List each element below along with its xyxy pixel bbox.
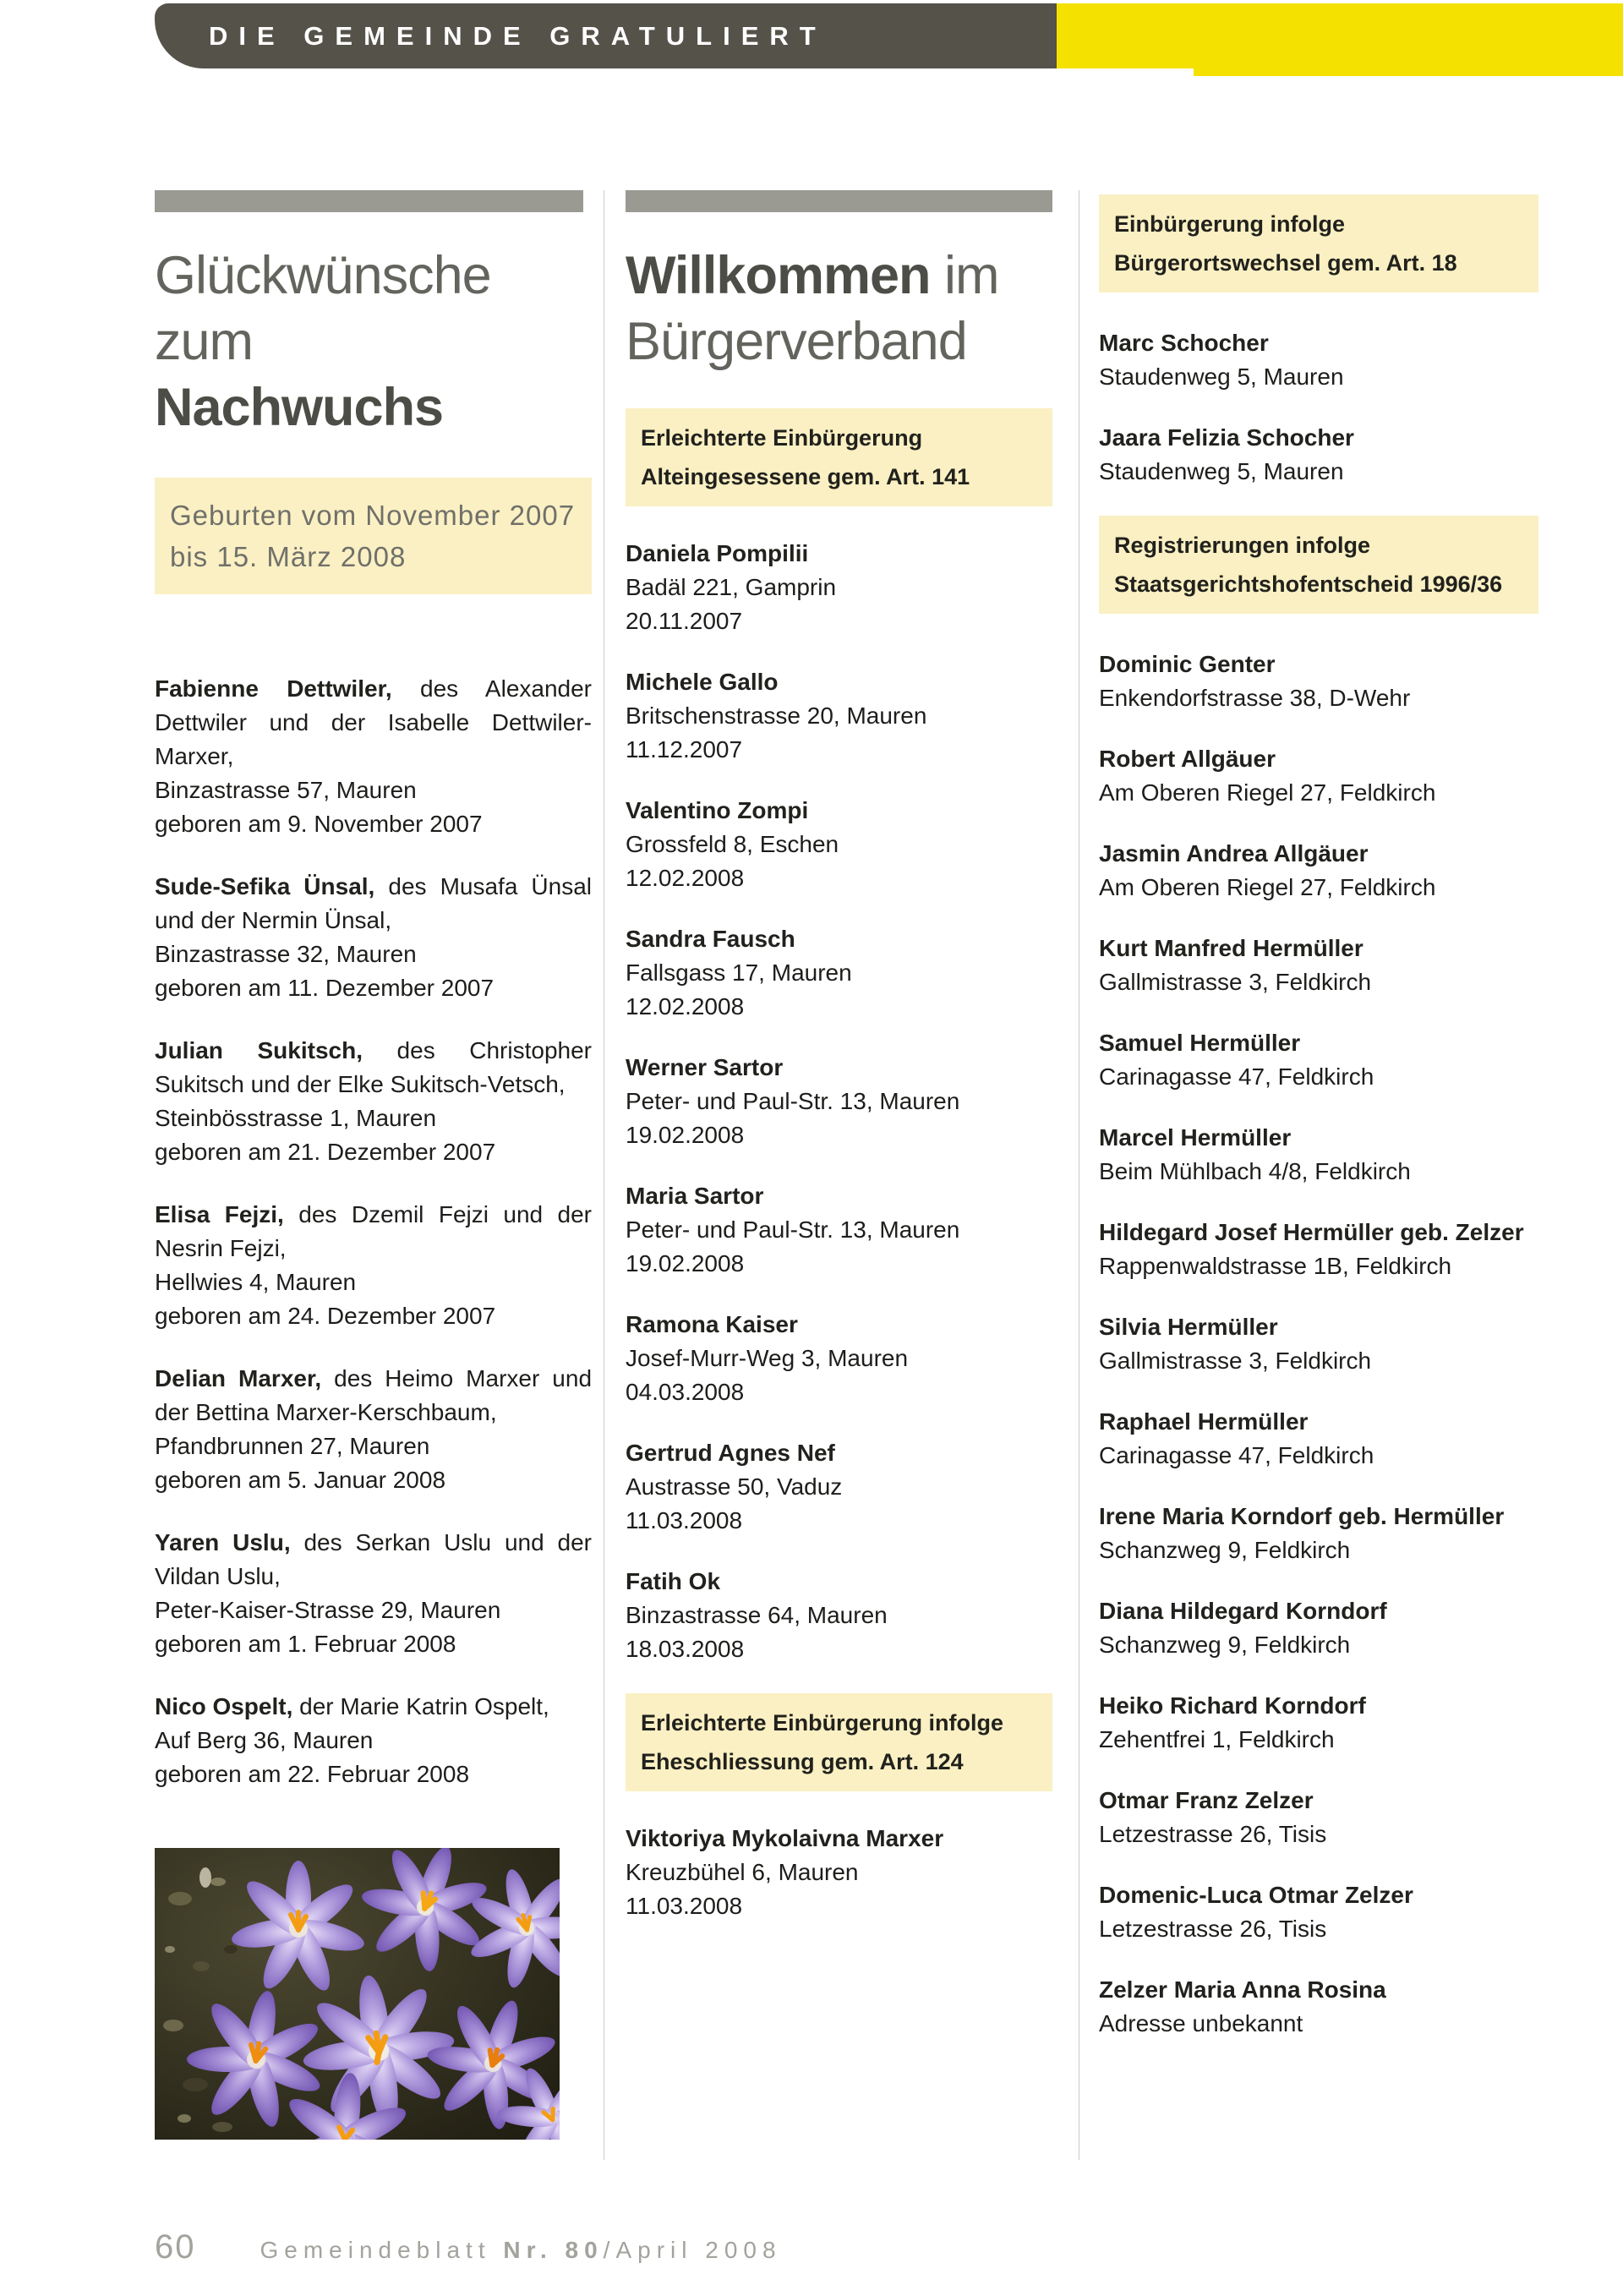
person-date: 18.03.2008 <box>626 1636 745 1662</box>
birth-entry <box>155 1362 592 1497</box>
person-name: Valentino Zompi <box>626 797 809 823</box>
banner-yellow-accent <box>1057 3 1623 68</box>
person-entry <box>626 922 1052 1024</box>
person-name: Ramona Kaiser <box>626 1311 798 1337</box>
birth-entry <box>155 1526 592 1661</box>
column-citizenship <box>626 190 1052 1950</box>
person-date: 19.02.2008 <box>626 1122 745 1148</box>
person-name: Werner Sartor <box>626 1054 784 1080</box>
person-entry <box>1099 837 1538 905</box>
person-entry <box>1099 1026 1538 1094</box>
birth-date: geboren am 24. Dezember 2007 <box>155 1303 496 1329</box>
person-name: Dominic Genter <box>1099 651 1276 677</box>
person-entry <box>626 1565 1052 1666</box>
person-name: Robert Allgäuer <box>1099 746 1276 772</box>
birth-date: geboren am 22. Februar 2008 <box>155 1761 470 1787</box>
person-date: 20.11.2007 <box>626 608 743 634</box>
person-address: Fallsgass 17, Mauren <box>626 959 852 986</box>
person-address: Zehentfrei 1, Feldkirch <box>1099 1726 1335 1752</box>
banner-yellow-substrip <box>1194 68 1623 76</box>
person-entry <box>1099 1878 1538 1946</box>
person-entry <box>626 1051 1052 1152</box>
person-name: Heiko Richard Korndorf <box>1099 1692 1366 1719</box>
person-date: 04.03.2008 <box>626 1379 745 1405</box>
birth-name: Elisa Fejzi, <box>155 1201 284 1227</box>
birth-name: Fabienne Dettwiler, <box>155 675 392 702</box>
person-name: Daniela Pompilii <box>626 540 809 566</box>
birth-list <box>155 672 592 1791</box>
birth-address: Auf Berg 36, Mauren <box>155 1727 374 1753</box>
person-address: Adresse unbekannt <box>1099 2010 1303 2036</box>
person-address: Beim Mühlbach 4/8, Feldkirch <box>1099 1158 1411 1184</box>
person-entry <box>1099 1121 1538 1189</box>
person-name: Zelzer Maria Anna Rosina <box>1099 1976 1386 2003</box>
person-address: Badäl 221, Gamprin <box>626 574 837 600</box>
banner-title: DIE GEMEINDE GRATULIERT <box>209 20 827 51</box>
person-address: Josef-Murr-Weg 3, Mauren <box>626 1345 909 1371</box>
person-address: Austrasse 50, Vaduz <box>626 1473 843 1500</box>
person-address: Staudenweg 5, Mauren <box>1099 364 1344 390</box>
person-name: Jaara Felizia Schocher <box>1099 424 1354 451</box>
person-name: Michele Gallo <box>626 669 779 695</box>
person-list <box>1099 648 1538 2041</box>
person-entry <box>626 1308 1052 1409</box>
birth-entry <box>155 1034 592 1169</box>
person-address: Kreuzbühel 6, Mauren <box>626 1859 859 1885</box>
person-list <box>626 1822 1052 1923</box>
birth-entry <box>155 1690 592 1791</box>
person-address: Britschenstrasse 20, Mauren <box>626 702 927 729</box>
person-name: Jasmin Andrea Allgäuer <box>1099 840 1369 866</box>
person-date: 11.03.2008 <box>626 1507 743 1533</box>
person-address: Carinagasse 47, Feldkirch <box>1099 1442 1374 1468</box>
birth-heading <box>155 1198 592 1266</box>
birth-name: Delian Marxer, <box>155 1365 322 1391</box>
person-entry <box>1099 1594 1538 1662</box>
section-header: Erleichterte Einbürgerung infolge Eheschliessung gem. Art. 124 <box>626 1693 1052 1791</box>
banner-gray-segment <box>155 3 1057 68</box>
column-rule-bar <box>155 190 583 212</box>
person-date: 12.02.2008 <box>626 993 745 1020</box>
header-banner <box>155 3 1623 68</box>
person-list <box>1099 326 1538 489</box>
person-address: Schanzweg 9, Feldkirch <box>1099 1537 1351 1563</box>
birth-address: Steinbösstrasse 1, Mauren <box>155 1105 437 1131</box>
birth-heading <box>155 1690 592 1724</box>
birth-address: Pfandbrunnen 27, Mauren <box>155 1433 430 1459</box>
birth-parents: des Dzemil Fejzi und der Nesrin Fejzi, <box>155 1201 593 1261</box>
person-name: Samuel Hermüller <box>1099 1030 1301 1056</box>
person-entry <box>626 1822 1052 1923</box>
issue-label: Gemeindeblatt Nr. 80/April 2008 <box>260 2237 782 2263</box>
person-name: Silvia Hermüller <box>1099 1314 1278 1340</box>
person-entry <box>626 794 1052 895</box>
person-entry <box>1099 648 1538 715</box>
section-header: Registrierungen infolge Staatsgerichtshofentscheid 1996/36 <box>1099 516 1538 614</box>
person-entry <box>1099 1216 1538 1283</box>
person-entry <box>1099 421 1538 489</box>
person-address: Grossfeld 8, Eschen <box>626 831 839 857</box>
person-address: Gallmistrasse 3, Feldkirch <box>1099 969 1372 995</box>
person-entry <box>1099 1784 1538 1851</box>
person-name: Fatih Ok <box>626 1568 721 1594</box>
person-name: Marc Schocher <box>1099 330 1269 356</box>
birth-entry <box>155 672 592 841</box>
birth-heading <box>155 1526 592 1594</box>
person-address: Am Oberen Riegel 27, Feldkirch <box>1099 874 1436 900</box>
birth-date: geboren am 21. Dezember 2007 <box>155 1139 496 1165</box>
person-address: Enkendorfstrasse 38, D-Wehr <box>1099 685 1411 711</box>
birth-entry <box>155 1198 592 1333</box>
citizenship-title: Willkommen im Bürgerverband <box>626 246 999 371</box>
crocus-photo <box>155 1848 560 2140</box>
person-entry <box>626 665 1052 767</box>
person-list <box>626 537 1052 1666</box>
person-name: Viktoriya Mykolaivna Marxer <box>626 1825 944 1851</box>
person-address: Staudenweg 5, Mauren <box>1099 458 1344 484</box>
person-address: Peter- und Paul-Str. 13, Mauren <box>626 1216 960 1243</box>
page-number: 60 <box>155 2228 196 2266</box>
person-entry <box>626 537 1052 638</box>
column-births <box>155 190 592 1820</box>
person-address: Binzastrasse 64, Mauren <box>626 1602 888 1628</box>
person-address: Schanzweg 9, Feldkirch <box>1099 1632 1351 1658</box>
person-entry <box>1099 326 1538 394</box>
person-date: 19.02.2008 <box>626 1250 745 1276</box>
births-title: Glückwünsche zum Nachwuchs <box>155 246 491 437</box>
person-date: 11.03.2008 <box>626 1893 743 1919</box>
person-address: Letzestrasse 26, Tisis <box>1099 1916 1327 1942</box>
person-date: 11.12.2007 <box>626 736 743 763</box>
births-subtitle: Geburten vom November 2007 bis 15. März 2008 <box>155 478 592 594</box>
person-address: Letzestrasse 26, Tisis <box>1099 1821 1327 1847</box>
person-name: Domenic-Luca Otmar Zelzer <box>1099 1882 1413 1908</box>
birth-date: geboren am 5. Januar 2008 <box>155 1467 446 1493</box>
person-name: Gertrud Agnes Nef <box>626 1440 835 1466</box>
birth-date: geboren am 1. Februar 2008 <box>155 1631 456 1657</box>
person-entry <box>1099 1500 1538 1567</box>
birth-address: Binzastrasse 57, Mauren <box>155 777 417 803</box>
birth-heading <box>155 672 592 774</box>
birth-name: Yaren Uslu, <box>155 1529 291 1555</box>
person-date: 12.02.2008 <box>626 865 745 891</box>
birth-address: Binzastrasse 32, Mauren <box>155 941 417 967</box>
person-entry <box>1099 932 1538 999</box>
section-header: Einbürgerung infolge Bürgerortswechsel gem. Art. 18 <box>1099 194 1538 292</box>
person-address: Carinagasse 47, Feldkirch <box>1099 1063 1374 1090</box>
person-entry <box>1099 1973 1538 2041</box>
birth-parents: des Musafa Ünsal und der Nermin Ünsal, <box>155 873 593 933</box>
birth-entry <box>155 870 592 1005</box>
birth-name: Sude-Sefika Ünsal, <box>155 873 375 899</box>
person-address: Rappenwaldstrasse 1B, Feldkirch <box>1099 1253 1452 1279</box>
birth-address: Peter-Kaiser-Strasse 29, Mauren <box>155 1597 501 1623</box>
birth-heading <box>155 1362 592 1430</box>
birth-parents: der Marie Katrin Ospelt, <box>299 1693 549 1719</box>
birth-date: geboren am 11. Dezember 2007 <box>155 975 495 1001</box>
person-address: Peter- und Paul-Str. 13, Mauren <box>626 1088 960 1114</box>
birth-heading <box>155 1034 592 1102</box>
birth-name: Nico Ospelt, <box>155 1693 293 1719</box>
section-header: Erleichterte Einbürgerung Alteingesessene gem. Art. 141 <box>626 408 1052 506</box>
person-address: Gallmistrasse 3, Feldkirch <box>1099 1348 1372 1374</box>
person-entry <box>1099 742 1538 810</box>
person-name: Irene Maria Korndorf geb. Hermüller <box>1099 1503 1505 1529</box>
person-entry <box>1099 1689 1538 1757</box>
person-name: Raphael Hermüller <box>1099 1408 1309 1435</box>
birth-parents: des Christopher Sukitsch und der Elke Sukitsch-Vetsch, <box>155 1037 592 1097</box>
person-entry <box>626 1436 1052 1538</box>
person-name: Marcel Hermüller <box>1099 1124 1292 1151</box>
person-name: Otmar Franz Zelzer <box>1099 1787 1314 1813</box>
person-name: Kurt Manfred Hermüller <box>1099 935 1363 961</box>
column-registrations <box>1099 194 1538 2068</box>
person-address: Am Oberen Riegel 27, Feldkirch <box>1099 779 1436 806</box>
birth-parents: des Alexander Dettwiler und der Isabelle Dettwiler-Marxer, <box>155 675 593 769</box>
page-footer <box>155 2228 782 2266</box>
column-rule-bar <box>626 190 1052 212</box>
person-name: Diana Hildegard Korndorf <box>1099 1598 1387 1624</box>
person-entry <box>626 1179 1052 1281</box>
birth-date: geboren am 9. November 2007 <box>155 811 483 837</box>
person-name: Hildegard Josef Hermüller geb. Zelzer <box>1099 1219 1524 1245</box>
birth-address: Hellwies 4, Mauren <box>155 1269 357 1295</box>
person-entry <box>1099 1405 1538 1473</box>
person-name: Maria Sartor <box>626 1183 764 1209</box>
birth-parents: des Heimo Marxer und der Bettina Marxer-Kerschbaum, <box>155 1365 593 1425</box>
birth-name: Julian Sukitsch, <box>155 1037 363 1063</box>
person-name: Sandra Fausch <box>626 926 795 952</box>
birth-heading <box>155 870 592 938</box>
birth-parents: des Serkan Uslu und der Vildan Uslu, <box>155 1529 593 1589</box>
person-entry <box>1099 1310 1538 1378</box>
